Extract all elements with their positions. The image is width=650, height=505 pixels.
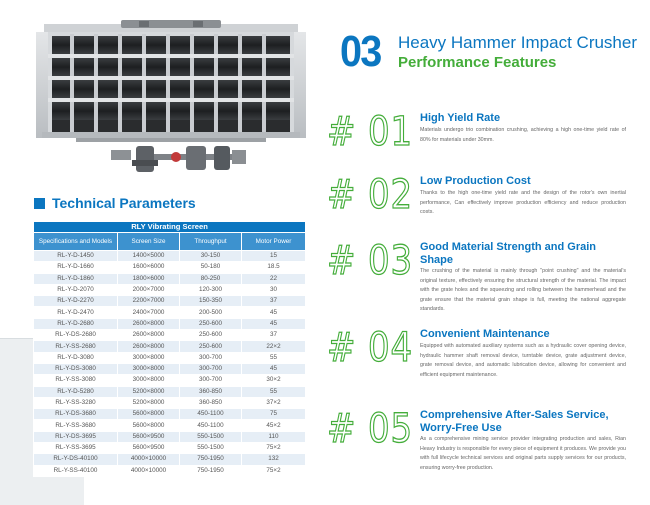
table-cell: 360-850 (180, 397, 242, 408)
table-cell: 5600×9500 (118, 431, 180, 442)
table-row (34, 420, 306, 431)
feature-title: Low Production Cost (420, 175, 531, 187)
table-cell: 132 (242, 454, 306, 465)
table-row (34, 318, 306, 329)
table-cell: 75×2 (242, 465, 306, 476)
table-row (34, 443, 306, 454)
page-subtitle: Performance Features (398, 54, 557, 71)
table-cell: RL-Y-SS-3680 (34, 420, 118, 431)
table-cell: 550-1500 (180, 443, 242, 454)
feature-number: # 01 (327, 109, 413, 155)
table-cell: 150-350 (180, 296, 242, 307)
table-cell: RL-Y-DS-3080 (34, 363, 118, 374)
table-cell: 750-1950 (180, 465, 242, 476)
table-cell: 250-600 (180, 341, 242, 352)
table-cell: 30-150 (180, 251, 242, 262)
table-row (34, 397, 306, 408)
table-row (34, 273, 306, 284)
table-row (34, 296, 306, 307)
table-cell: RL-Y-SS-40100 (34, 465, 118, 476)
table-cell: 5200×8000 (118, 386, 180, 397)
table-cell: 80-250 (180, 273, 242, 284)
table-cell: 2600×8000 (118, 330, 180, 341)
table-cell: 3000×8000 (118, 375, 180, 386)
column-header-screen-size: Screen Size (118, 233, 180, 251)
table-cell: 45 (242, 318, 306, 329)
table-cell: 37 (242, 330, 306, 341)
table-cell: 22 (242, 273, 306, 284)
feature-number: # 02 (327, 172, 413, 218)
table-cell: 50-180 (180, 262, 242, 273)
table-cell: 2400×7000 (118, 307, 180, 318)
table-cell: 2000×7000 (118, 284, 180, 295)
table-row (34, 251, 306, 262)
table-cell: 1800×6000 (118, 273, 180, 284)
table-row (34, 307, 306, 318)
table-cell: 5600×9500 (118, 443, 180, 454)
feature-number: # 04 (327, 325, 413, 371)
table-cell: 300-700 (180, 363, 242, 374)
technical-parameters-title: Technical Parameters (52, 195, 196, 211)
table-row (34, 341, 306, 352)
table-cell: 550-1500 (180, 431, 242, 442)
table-cell: 30 (242, 284, 306, 295)
table-cell: 2600×8000 (118, 341, 180, 352)
table-row (34, 330, 306, 341)
column-header-motor-power: Motor Power (242, 233, 306, 251)
table-cell: 5200×8000 (118, 397, 180, 408)
table-cell: 110 (242, 431, 306, 442)
vibrating-screen-illustration (36, 20, 306, 190)
table-cell: 120-300 (180, 284, 242, 295)
feature-description: Thanks to the high one-time yield rate and the design of the rotor's own inertial performance, Can effectively improve production efficiency and reduce production costs. (420, 190, 626, 216)
table-cell: 200-500 (180, 307, 242, 318)
table-cell: 30×2 (242, 375, 306, 386)
column-header-throughput: Throughput (180, 233, 242, 251)
feature-number: # 05 (327, 406, 413, 452)
table-row (34, 262, 306, 273)
table-cell: 22×2 (242, 341, 306, 352)
table-cell: 55 (242, 352, 306, 363)
table-cell: 37 (242, 296, 306, 307)
table-cell: RL-Y-SS-3280 (34, 397, 118, 408)
table-row (34, 431, 306, 442)
table-cell: 5600×8000 (118, 409, 180, 420)
table-cell: 3000×8000 (118, 363, 180, 374)
feature-description: Equipped with automated auxiliary systems such as a hydraulic cover opening device, hydraulic hammer shaft removal device, turntable device, grate adjustment device, grate removal device, and automatic lubrication device, allowing for convenient and efficient equipment maintenance. (420, 343, 626, 378)
table-cell: 15 (242, 251, 306, 262)
table-cell: 450-1100 (180, 420, 242, 431)
table-row (34, 363, 306, 374)
table-cell: RL-Y-D-2470 (34, 307, 118, 318)
table-cell: 55 (242, 386, 306, 397)
table-cell: RL-Y-DS-3680 (34, 409, 118, 420)
table-cell: 2200×7000 (118, 296, 180, 307)
table-row (34, 352, 306, 363)
table-cell: 75 (242, 409, 306, 420)
feature-title: Comprehensive After-Sales Service, Worry-Free Use (420, 409, 609, 434)
table-row (34, 409, 306, 420)
feature-title: Convenient Maintenance (420, 328, 550, 340)
table-cell: RL-Y-D-2680 (34, 318, 118, 329)
table-cell: RL-Y-D-3080 (34, 352, 118, 363)
table-cell: 450-1100 (180, 409, 242, 420)
table-cell: 18.5 (242, 262, 306, 273)
feature-title: Good Material Strength and Grain Shape (420, 241, 597, 266)
table-cell: RL-Y-DS-3695 (34, 431, 118, 442)
table-row (34, 284, 306, 295)
column-header-model: Specifications and Models (34, 233, 118, 251)
feature-description: The crushing of the material is mainly through "point crushing" and the material's original texture, effectively ensuring the structural strength of the material. The impact with the grate holes and the squeezing and rolling between the hammerhead and the grate ensure that the material grain shape is full, meeting the national aggregate standards. (420, 268, 626, 313)
specifications-table (33, 221, 306, 477)
feature-title: High Yield Rate (420, 112, 501, 124)
table-cell: RL-Y-D-1860 (34, 273, 118, 284)
table-cell: RL-Y-SS-2680 (34, 341, 118, 352)
feature-description: Materials undergo trio combination crushing, achieving a high one-time yield rate of 80% for materials under 30mm. (420, 127, 626, 143)
section-number: 03 (340, 27, 381, 76)
table-cell: 2600×8000 (118, 318, 180, 329)
table-cell: 3000×8000 (118, 352, 180, 363)
table-cell: 250-600 (180, 330, 242, 341)
table-row (34, 386, 306, 397)
table-cell: 75×2 (242, 443, 306, 454)
table-row (34, 375, 306, 386)
feature-description: As a comprehensive mining service provider integrating production and sales, Rian Heavy Industry is responsible for every piece of equipment it produces. We provide you with full lifecycle technical services and original parts supply services for our products, ensuring worry-free production. (420, 436, 626, 471)
table-cell: 45 (242, 307, 306, 318)
table-cell: 37×2 (242, 397, 306, 408)
table-cell: 360-850 (180, 386, 242, 397)
table-cell: 250-600 (180, 318, 242, 329)
table-row (34, 454, 306, 465)
table-cell: RL-Y-D-2070 (34, 284, 118, 295)
table-cell: 1400×5000 (118, 251, 180, 262)
table-cell: RL-Y-DS-2680 (34, 330, 118, 341)
table-cell: RL-Y-D-1660 (34, 262, 118, 273)
table-cell: 1600×6000 (118, 262, 180, 273)
table-cell: RL-Y-D-2270 (34, 296, 118, 307)
table-row (34, 465, 306, 476)
section-marker-square (34, 198, 45, 209)
table-cell: 300-700 (180, 375, 242, 386)
table-cell: 45×2 (242, 420, 306, 431)
table-cell: RL-Y-SS-3080 (34, 375, 118, 386)
feature-number: # 03 (327, 238, 413, 284)
table-cell: RL-Y-D-1450 (34, 251, 118, 262)
table-caption: RLY Vibrating Screen (34, 222, 306, 233)
table-cell: 750-1950 (180, 454, 242, 465)
table-cell: 5600×8000 (118, 420, 180, 431)
page-title: Heavy Hammer Impact Crusher (398, 33, 638, 52)
table-cell: RL-Y-DS-40100 (34, 454, 118, 465)
table-cell: 45 (242, 363, 306, 374)
table-cell: 4000×10000 (118, 465, 180, 476)
table-cell: 300-700 (180, 352, 242, 363)
table-cell: RL-Y-SS-3695 (34, 443, 118, 454)
table-cell: RL-Y-D-5280 (34, 386, 118, 397)
table-cell: 4000×10000 (118, 454, 180, 465)
